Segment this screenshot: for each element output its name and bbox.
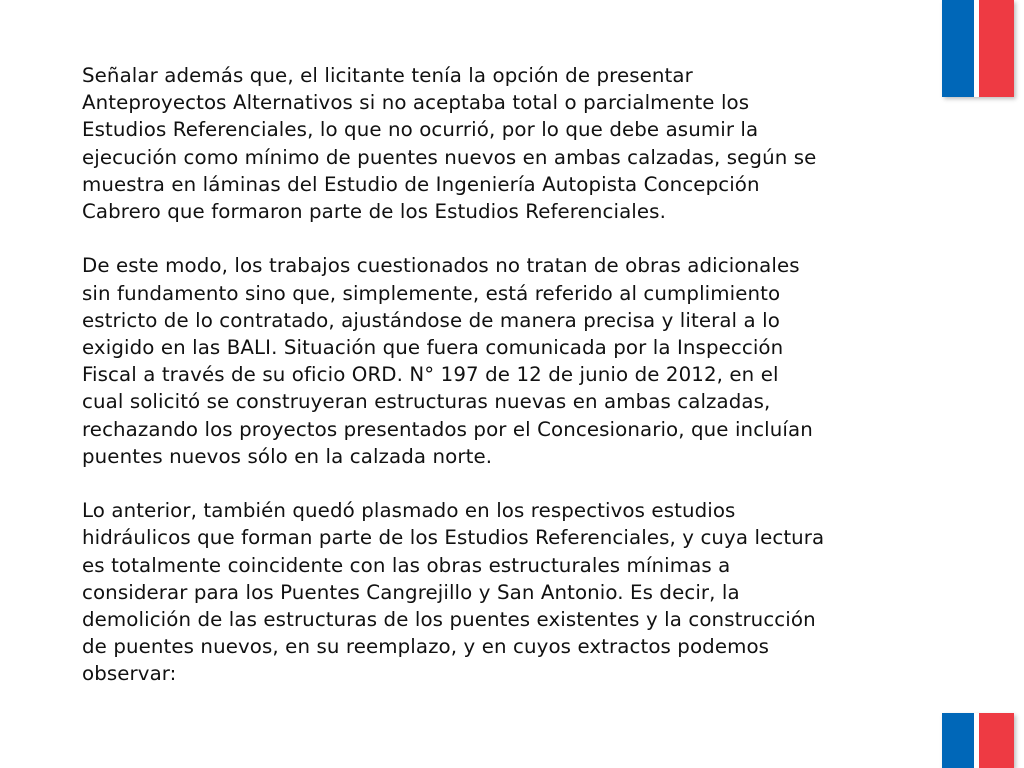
text-line: Lo anterior, también quedó plasmado en los respectivos estudios [82,499,736,523]
flag-red-band [979,713,1014,768]
flag-blue-band [942,713,974,768]
text-line: considerar para los Puentes Cangrejillo y San Antonio. Es decir, la [82,580,740,604]
text-line: demolición de las estructuras de los puentes existentes y la construcción [82,608,816,632]
text-line: exigido en las BALI. Situación que fuera comunicada por la Inspección [82,336,784,360]
text-line: Señalar además que, el licitante tenía la opción de presentar [82,64,693,87]
text-line: Cabrero que formaron parte de los Estudios Referenciales. [82,200,666,224]
text-line: rechazando los proyectos presentados por el Concesionario, que incluían [82,417,813,441]
paragraph-1 [82,62,942,225]
text-line: puentes nuevos sólo en la calzada norte. [82,444,493,468]
text-line: sin fundamento sino que, simplemente, está referido al cumplimiento [82,281,781,305]
flag-red-band [979,0,1014,97]
text-line: Estudios Referenciales, lo que no ocurrió, por lo que debe asumir la [82,118,759,142]
text-line: observar: [82,662,177,686]
flag-blue-band [942,0,974,97]
paragraph-3 [82,497,942,687]
text-line: De este modo, los trabajos cuestionados no tratan de obras adicionales [82,254,800,278]
text-line: de puentes nuevos, en su reemplazo, y en cuyos extractos podemos [82,635,770,659]
text-line: ejecución como mínimo de puentes nuevos en ambas calzadas, según se [82,145,817,169]
text-line: estricto de lo contratado, ajustándose de manera precisa y literal a lo [82,308,780,332]
text-line: muestra en láminas del Estudio de Ingeniería Autopista Concepción [82,172,760,196]
body-text [82,62,942,688]
text-line: hidráulicos que forman parte de los Estudios Referenciales, y cuya lectura [82,526,825,550]
text-line: Fiscal a través de su oficio ORD. N° 197 de 12 de junio de 2012, en el [82,363,779,387]
text-line: es totalmente coincidente con las obras estructurales mínimas a [82,553,731,577]
text-line: cual solicitó se construyeran estructuras nuevas en ambas calzadas, [82,390,771,414]
chile-flag-decoration-bottom [942,713,1014,768]
paragraph-2 [82,252,942,470]
chile-flag-decoration-top [942,0,1014,97]
text-line: Anteproyectos Alternativos si no aceptaba total o parcialmente los [82,91,750,115]
